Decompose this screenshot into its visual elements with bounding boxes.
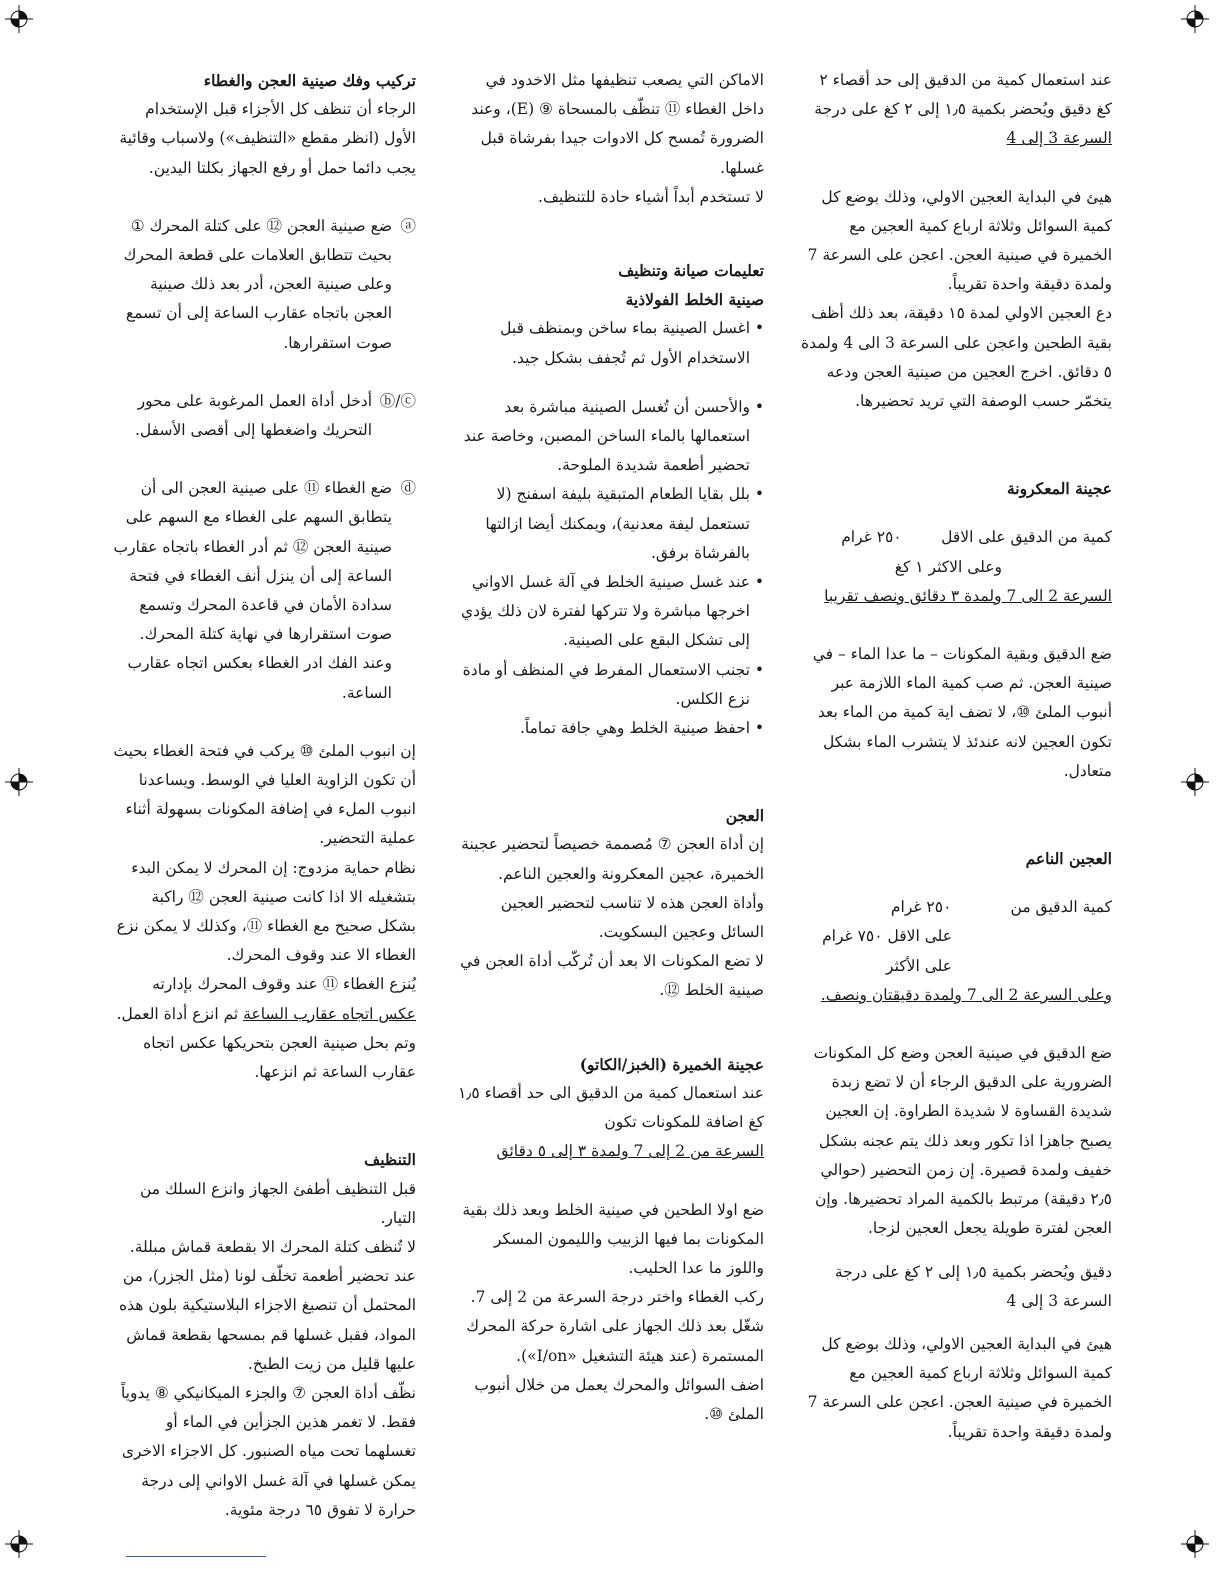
list-item: • احفظ صينية الخلط وهي جافة تماماً. <box>454 714 764 743</box>
yeast-cont-p2: هيئ في البداية العجين الاولي، وذلك بوضع كل كمية السوائل وثلاثة ارباع كمية العجين مع الخميرة في صينية العجن. اعجن على السرعة 7 ولمدة دقيقة واحدة تقريباً. <box>807 187 1112 294</box>
list-item: • عند غسل صينية الخلط في آلة غسل الاواني اخرجها مباشرة ولا تتركها لفترة لان ذلك يؤدي إلى تشكل البقع على الصينية. <box>454 568 764 656</box>
soft-heading: العجين الناعم <box>1025 849 1112 869</box>
yeast-heading: عجينة الخميرة (الخبز/الكاتو) <box>579 1054 764 1074</box>
registration-mark-middle-left <box>5 768 33 796</box>
yeast-p1: عند استعمال كمية من الدقيق الى حد أقصاء ١٫٥ كغ اضافة للمكونات تكون <box>457 1083 764 1132</box>
footer-line <box>126 1556 266 1557</box>
list-item: • تجنب الاستعمال المفرط في المنظف أو مادة نزع الكلس. <box>454 656 764 714</box>
cleaning-p1: قبل التنظيف أطفئ الجهاز وانزع السلك من التيار. <box>139 1179 416 1227</box>
soft-p3: هيئ في البداية العجين الاولي، وذلك بوضع كل كمية السوائل وثلاثة ارباع كمية العجين مع الخميرة في صينية العجن. اعجن على السرعة 7 ولمدة دقيقة واحدة تقريباً. <box>807 1334 1112 1441</box>
step-a-marker: ⓐ <box>400 216 416 235</box>
yeast-p4: اضف السوائل والمحرك يعمل من خلال أنبوب الملئ ⑩. <box>474 1375 764 1423</box>
soft-line3: على الأكثر <box>886 956 952 975</box>
step-d-text: ضع الغطاء ⑪ على صينية العجن الى أن يتطابق السهم على الغطاء مع السهم على صينية العجن ⑫ ثم أدر الغطاء باتجاه عقارب الساعة إلى أن ينزل أنف الغطاء في فتحة سدادة الأمان في قاعدة المحرك وتسمع صوت استقرارها في نهاية كتلة المحرك. وعند الفك ادر الغطاء بعكس اتجاه عقارب الساعة. <box>113 479 392 702</box>
soft-p2: دقيق ويُحضر بكمية ١٫٥ إلى ٢ كغ على درجة السرعة 3 إلى 4 <box>834 1262 1112 1310</box>
remove-paragraph: يُنزع الغطاء ⑪ عند وقوف المحرك بإدارته عكس اتجاه عقارب الساعة ثم انزع أداة العمل. وتم بحل صينية العجن بتحريكها عكس اتجاه عقارب الساعة ثم انزعها. <box>116 975 416 1082</box>
assembly-heading: تركيب وفك صينية العجن والغطاء <box>203 71 416 90</box>
pasta-line2: وعلى الاكثر ١ كغ <box>894 557 1002 576</box>
yeast-p2: ضع اولا الطحين في صينية الخلط وبعد ذلك بقية المكونات بما فيها الزبيب والليمون المسكر واللوز ما عدا الحليب. <box>462 1200 764 1277</box>
list-item: • بلل بقايا الطعام المتبقية بليفة اسفنج (لا تستعمل ليفة معدنية)، ويمكنك أيضا ازالتها بالفرشاة برفق. <box>454 480 764 568</box>
dough-p2: وأداة العجن هذه لا تناسب لتحضير العجين السائل وعجين البسكويت. <box>500 893 764 942</box>
soft-speed: وعلى السرعة 2 الى 7 ولمدة دقيقتان ونصف. <box>820 985 1112 1004</box>
list-item: • والأحسن أن تُغسل الصينية مباشرة بعد استعمالها بالماء الساخن المصبن، وخاصة عند تحضير أطعمة شديدة الملوحة. <box>454 393 764 481</box>
step-bc <box>110 387 416 445</box>
dough-p1: إن أداة العجن ⑦ مُصممة خصيصاً لتحضير عجينة الخميرة، عجين المعكرونة والعجين الناعم. <box>461 835 764 883</box>
maintenance-list <box>454 314 764 372</box>
step-a-text: ضع صينية العجن ⑫ على كتلة المحرك ① بحيث تتطابق العلامات على قطعة المحرك وعلى صينية العجن، أدر بعد ذلك صينية العجن باتجاه عقارب الساعة إلى أن تسمع صوت استقرارها. <box>123 216 392 352</box>
registration-mark-middle-right <box>1181 768 1209 796</box>
pasta-line1: كمية من الدقيق على الاقل ٢٥٠ غرام <box>841 528 1112 547</box>
safety-paragraph: نظام حماية مزدوج: إن المحرك لا يمكن البدء بتشغيله الا اذا كانت صينية العجن ⑫ راكبة بشكل صحيح مع الغطاء ⑪، وكذلك لا يمكن نزع الغطاء الا عند وقوف المحرك. <box>116 858 416 965</box>
column-right <box>110 66 416 1525</box>
yeast-cont-speed: السرعة 3 إلى 4 <box>1006 129 1112 148</box>
pasta-heading: عجينة المعكرونة <box>1006 479 1112 499</box>
maintenance-list-2 <box>454 393 764 743</box>
yeast-speed: السرعة من 2 إلى 7 ولمدة ٣ إلى ٥ دقائق <box>496 1142 764 1161</box>
step-d-marker: ⓓ <box>400 479 416 498</box>
soft-p1: ضع الدقيق في صينية العجن وضع كل المكونات الضرورية على الدقيق الرجاء أن لا تضع زبدة شديدة القساوة لا شديدة الطراوة. إن العجين يصبح جاهزا اذا تكور وبعد ذلك يتم عجنه بشكل خفيف ولمدة قصيرة. إن زمن التحضير (حوالي ٢٫٥ دقيقة) مرتبط بالكمية المراد تحضيرها. وإن العجن لفترة طويلة يجعل العجين لزجا. <box>813 1044 1112 1238</box>
column-middle <box>454 66 764 1429</box>
registration-mark-bottom-left <box>5 1530 33 1558</box>
cleaning-p4: نظّف أداة العجن ⑦ والجزء الميكانيكي ⑧ يدوياً فقط. لا تغمر هذين الجزأين في الماء أو تغسلهما تحت مياه الصنبور. كل الاجزاء الاخرى يمكن غسلها في آلة غسل الاواني إلى درجة حرارة لا تفوق ٦٥ درجة مئوية. <box>120 1383 416 1519</box>
maintenance-subheading: صينية الخلط الفولاذية <box>625 290 764 310</box>
registration-mark-bottom-right <box>1181 1530 1209 1558</box>
soft-line2: على الاقل ٧٥٠ غرام <box>822 927 952 946</box>
yeast-p3: ركب الغطاء واختر درجة السرعة من 2 إلى 7. شغّل بعد ذلك الجهاز على اشارة حركة المحرك المستمرة (عند هيئة التشغيل «I/on»). <box>466 1288 764 1365</box>
maintenance-heading: تعليمات صيانة وتنظيف <box>618 261 764 281</box>
registration-mark-top-right <box>1181 5 1209 33</box>
pasta-speed: السرعة 2 الى 7 ولمدة ٣ دقائق ونصف تقريبا <box>824 586 1112 605</box>
step-bc-text: أدخل أداة العمل المرغوبة على محور التحريك واضغطها إلى أقصى الأسفل. <box>134 391 372 440</box>
step-a <box>110 212 416 358</box>
step-bc-marker: ⓑ/ⓒ <box>379 391 416 410</box>
assembly-intro: الرجاء أن تنظف كل الأجزاء قبل الإستخدام الأول (انظر مقطع «التنظيف») ولاسباب وقائية يجب دائما حمل أو رفع الجهاز بكلتا اليدين. <box>119 100 416 177</box>
cleaning-cont-p2: لا تستخدم أبداً أشياء حادة للتنظيف. <box>538 187 764 206</box>
pasta-paragraph: ضع الدقيق وبقية المكونات – ما عدا الماء – في صينية العجن. ثم صب كمية الماء اللازمة عبر أنبوب الملئ ⑩، لا تضف اية كمية من الماء بعد تكون العجين لانه عندئذ لا يتشرب الماء بشكل متعادل. <box>812 645 1112 780</box>
registration-mark-top-left <box>5 5 33 33</box>
funnel-paragraph: إن انبوب الملئ ⑩ يركب في فتحة الغطاء بحيث أن تكون الزاوية العليا في الوسط. ويساعدنا انبوب الملء في إضافة المكونات بسهولة أثناء عملية التحضير. <box>113 741 416 848</box>
dough-p3: لا تضع المكونات الا بعد أن تُركّب أداة العجن في صينية الخلط ⑫. <box>460 952 764 1000</box>
soft-line1: كمية الدقيق من ٢٥٠ غرام <box>890 898 1112 917</box>
cleaning-p2: لا تُنظف كتلة المحرك الا بقطعة قماش مبللة. <box>129 1237 416 1256</box>
yeast-cont-p3: دع العجين الاولي لمدة ١٥ دقيقة، بعد ذلك أظف بقية الطحين واعجن على السرعة 3 الى 4 ولمدة ٥ دقائق. اخرج العجين من صينية العجن ودعه يتخمّر حسب الوصفة التي تريد تحضيرها. <box>800 304 1112 411</box>
step-d <box>110 474 416 708</box>
cleaning-p3: عند تحضير أطعمة تخلّف لونا (مثل الجزر)، من المحتمل أن تنصبغ الاجزاء البلاستيكية بلون هذه المواد، فقبل غسلها قم بمسحها بقطعة قماش عليها قليل من زيت الطبخ. <box>119 1267 416 1373</box>
yeast-cont-p1: عند استعمال كمية من الدقيق إلى حد أقصاء ٢ كغ دقيق ويُحضر بكمية ١٫٥ إلى ٢ كغ على درجة <box>814 71 1112 119</box>
list-item: • اغسل الصينية بماء ساخن وبمنظف قبل الاستخدام الأول ثم تُجفف بشكل جيد. <box>454 314 764 372</box>
cleaning-heading: التنظيف <box>364 1150 416 1170</box>
cleaning-cont-p1: الاماكن التي يصعب تنظيفها مثل الاخدود في داخل الغطاء ⑪ تنظّف بالمسحاة ⑨ (E)، وعند الضرورة تُمسح كل الادوات جيدا بفرشاة قبل غسلها. <box>471 71 764 177</box>
dough-heading: العجن <box>725 806 764 826</box>
remove-underlined: عكس اتجاه عقارب الساعة <box>243 1004 416 1023</box>
column-left <box>800 66 1112 1447</box>
